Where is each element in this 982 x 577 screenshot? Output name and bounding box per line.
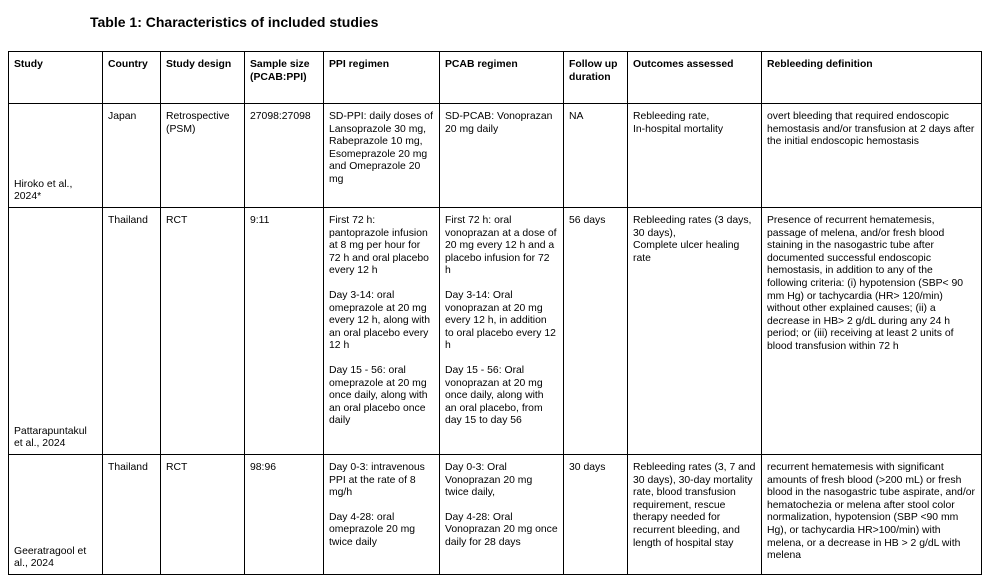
design-cell: RCT	[161, 455, 245, 575]
country-cell: Thailand	[103, 208, 161, 455]
design-cell: Retrospective (PSM)	[161, 104, 245, 208]
sample-cell: 98:96	[245, 455, 324, 575]
ppi-cell	[324, 104, 440, 208]
outcome-line: Rebleeding rates (3 days, 30 days),	[633, 215, 752, 239]
table-row	[9, 104, 982, 208]
outcome-line: Complete ulcer healing rate	[633, 240, 740, 264]
pcab-paragraph: SD-PCAB: Vonoprazan 20 mg daily	[445, 111, 553, 135]
sample-cell: 27098:27098	[245, 104, 324, 208]
pcab-paragraph: First 72 h: oral vonoprazan at a dose of 20 mg every 12 h and a placebo infusion for 72 h	[445, 215, 557, 277]
outcomes-cell	[628, 455, 762, 575]
ppi-paragraph: SD-PPI: daily doses of Lansoprazole 30 mg, Rabeprazole 10 mg, Esomeprazole 20 mg and Omeprazole 20 mg	[329, 111, 433, 185]
rebleeding-cell: overt bleeding that required endoscopic hemostasis and/or transfusion at 2 days after the initial endoscopic hemostasis	[762, 104, 982, 208]
pcab-paragraph: Day 0-3: Oral Vonoprazan 20 mg twice daily,	[445, 462, 533, 499]
rebleeding-cell: Presence of recurrent hematemesis, passage of melena, and/or fresh blood staining in the nasogastric tube after documented successful endoscopic hemostasis, in addition to any of the following criteria: (i) hypotension (SBP< 90 mm Hg) or tachycardia (HR> 120/min) without other explained causes; (ii) a decrease in HB> 2 g/dL during any 24 h period; or (iii) receiving at least 2 units of blood transfusion within 72 h	[762, 208, 982, 455]
ppi-cell	[324, 208, 440, 455]
study-cell: Geeratragool et al., 2024	[9, 455, 103, 575]
pcab-paragraph: Day 4-28: Oral Vonoprazan 20 mg once daily for 28 days	[445, 511, 558, 548]
outcomes-cell	[628, 208, 762, 455]
header-ppi-regimen: PPI regimen	[324, 52, 440, 104]
header-sample-size: Sample size (PCAB:PPI)	[245, 52, 324, 104]
sample-cell: 9:11	[245, 208, 324, 455]
outcome-line: Rebleeding rates (3, 7 and 30 days), 30-day mortality rate, blood transfusion requirement, rescue therapy needed for recurrent bleeding, and length of hospital stay	[633, 462, 756, 549]
outcomes-cell	[628, 104, 762, 208]
ppi-paragraph: Day 15 - 56: oral omeprazole at 20 mg once daily, along with an oral placebo once daily	[329, 364, 428, 427]
pcab-cell	[440, 208, 564, 455]
ppi-cell	[324, 455, 440, 575]
header-outcomes: Outcomes assessed	[628, 52, 762, 104]
outcome-line: In-hospital mortality	[633, 123, 724, 135]
design-cell: RCT	[161, 208, 245, 455]
table-row	[9, 208, 982, 455]
table-row	[9, 455, 982, 575]
ppi-paragraph: Day 0-3: intravenous PPI at the rate of 8 mg/h	[329, 462, 425, 499]
rebleeding-cell: recurrent hematemesis with significant amounts of fresh blood (>200 mL) or fresh blood in the nasogastric tube aspirate, and/or hematochezia or melena after stool color normalization, hypotension (SBP <90 mm Hg), or tachycardia HR>100/min) with melena, or a decrease in HB > 2 g/dL with melena	[762, 455, 982, 575]
pcab-cell	[440, 104, 564, 208]
ppi-paragraph: Day 4-28: oral omeprazole 20 mg twice daily	[329, 511, 416, 548]
characteristics-table	[8, 51, 982, 575]
followup-cell: 30 days	[564, 455, 628, 575]
followup-cell: NA	[564, 104, 628, 208]
header-study: Study	[9, 52, 103, 104]
pcab-paragraph: Day 15 - 56: Oral vonoprazan at 20 mg once daily, along with an oral placebo, from day 15 to day 56	[445, 364, 544, 427]
study-cell: Pattarapuntakul et al., 2024	[9, 208, 103, 455]
country-cell: Japan	[103, 104, 161, 208]
followup-cell: 56 days	[564, 208, 628, 455]
header-country: Country	[103, 52, 161, 104]
header-rebleeding-definition: Rebleeding definition	[762, 52, 982, 104]
pcab-cell	[440, 455, 564, 575]
header-follow-up: Follow up duration	[564, 52, 628, 104]
table-title: Table 1: Characteristics of included studies	[90, 14, 379, 30]
header-study-design: Study design	[161, 52, 245, 104]
pcab-paragraph: Day 3-14: Oral vonoprazan at 20 mg every 12 h, in addition to oral placebo every 12 h	[445, 289, 556, 352]
outcome-line: Rebleeding rate,	[633, 111, 710, 122]
ppi-paragraph: Day 3-14: oral omeprazole at 20 mg every 12 h, along with an oral placebo every 12 h	[329, 289, 431, 352]
ppi-paragraph: First 72 h: pantoprazole infusion at 8 mg per hour for 72 h and oral placebo every 12 h	[329, 215, 429, 277]
country-cell: Thailand	[103, 455, 161, 575]
header-row	[9, 52, 982, 104]
study-cell: Hiroko et al., 2024*	[9, 104, 103, 208]
header-pcab-regimen: PCAB regimen	[440, 52, 564, 104]
